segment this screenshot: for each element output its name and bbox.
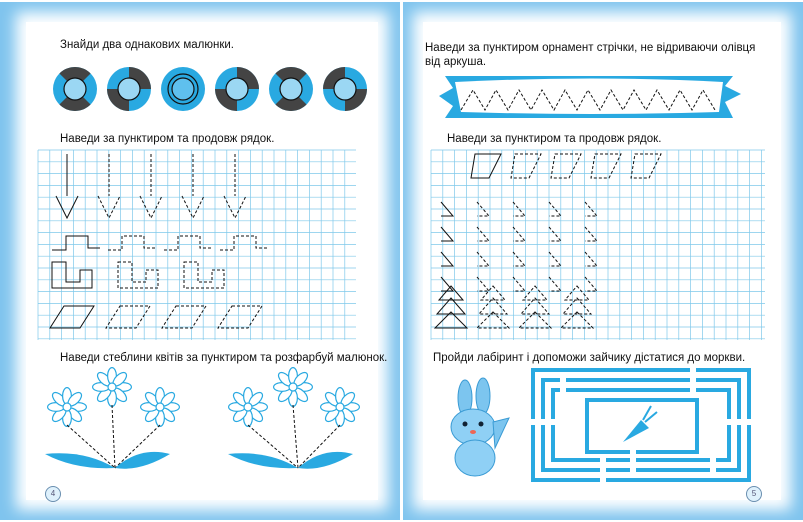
right-task-2: Наведи за пунктиром та продовж рядок. — [447, 133, 662, 145]
right-page — [403, 2, 803, 520]
flower-icon — [321, 388, 360, 427]
rabbit-icon — [403, 2, 803, 520]
rabbit-body — [451, 378, 509, 476]
flower-stem — [293, 405, 298, 468]
leaf-shape — [228, 453, 298, 468]
left-task-1: Знайди два однакових малюнки. — [60, 39, 234, 51]
left-task-2: Наведи за пунктиром та продовж рядок. — [60, 133, 275, 145]
left-page — [0, 2, 400, 520]
flower-stem — [112, 405, 115, 468]
right-task-1-line-1: Наведи за пунктиром орнамент стрічки, не відриваючи олівця — [425, 42, 756, 54]
left-page-number: 4 — [45, 486, 61, 502]
leaf-shape — [298, 452, 353, 469]
flower-icon — [141, 388, 180, 427]
right-task-1-line-2: від аркуша. — [425, 56, 487, 68]
flower-icon — [229, 388, 268, 427]
left-task-3: Наведи стеблини квітів за пунктиром та розфарбуй малюнок. — [60, 352, 388, 364]
flower-icon — [274, 368, 313, 407]
right-page-number: 5 — [746, 486, 762, 502]
right-task-3: Пройди лабіринт і допоможи зайчику дістатися до моркви. — [433, 352, 746, 364]
flower-icon — [93, 368, 132, 407]
leaf-shape — [45, 453, 115, 468]
flower-icon — [48, 388, 87, 427]
flowers-illustration — [0, 2, 400, 520]
